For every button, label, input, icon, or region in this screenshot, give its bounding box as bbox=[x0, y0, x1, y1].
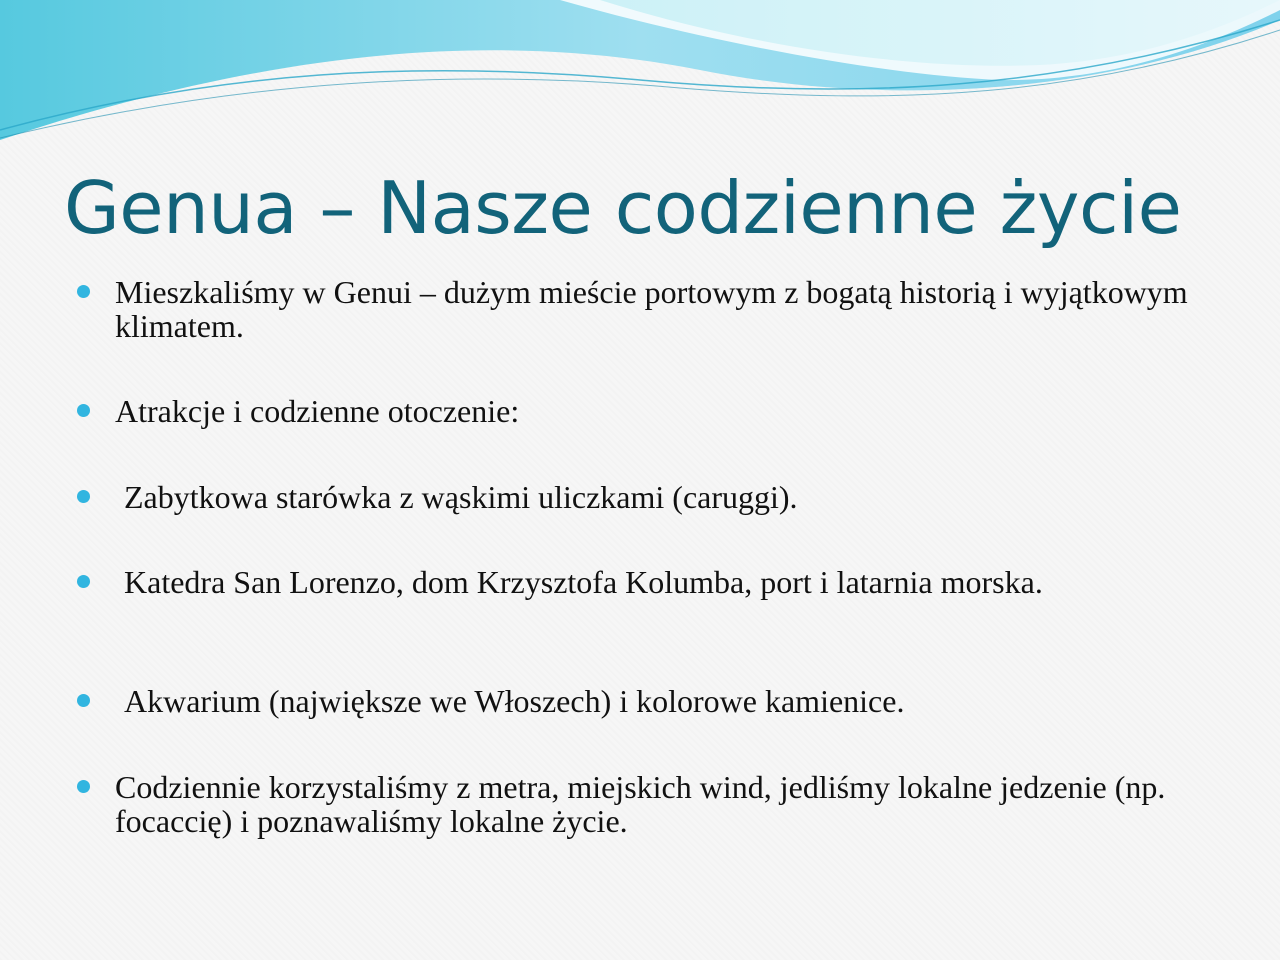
bullet-item bbox=[115, 770, 1215, 838]
bullet-text: Katedra San Lorenzo, dom Krzysztofa Kolumba, port i latarnia morska. bbox=[124, 564, 1043, 600]
bullet-text: Akwarium (największe we Włoszech) i kolorowe kamienice. bbox=[124, 683, 905, 719]
bullet-text: Atrakcje i codzienne otoczenie: bbox=[115, 393, 520, 429]
bullet-dot-icon bbox=[77, 285, 90, 298]
bullet-dot-icon bbox=[77, 575, 90, 588]
bullet-dot-icon bbox=[77, 694, 90, 707]
bullet-item bbox=[115, 275, 1215, 343]
bullet-dot-icon bbox=[77, 780, 90, 793]
bullet-dot-icon bbox=[77, 490, 90, 503]
bullet-text: Codziennie korzystaliśmy z metra, miejskich wind, jedliśmy lokalne jedzenie (np. focaccię) i poznawaliśmy lokalne życie. bbox=[115, 769, 1166, 839]
bullet-item bbox=[115, 684, 1215, 718]
slide-title: Genua – Nasze codzienne życie bbox=[64, 166, 1182, 250]
bullet-item bbox=[115, 565, 1215, 599]
bullet-item bbox=[115, 394, 1215, 428]
bullet-text: Mieszkaliśmy w Genui – dużym mieście portowym z bogatą historią i wyjątkowym klimatem. bbox=[115, 274, 1188, 344]
bullet-text: Zabytkowa starówka z wąskimi uliczkami (caruggi). bbox=[124, 479, 798, 515]
bullet-item bbox=[115, 480, 1215, 514]
wave-header-decoration bbox=[0, 0, 1280, 160]
bullet-dot-icon bbox=[77, 404, 90, 417]
